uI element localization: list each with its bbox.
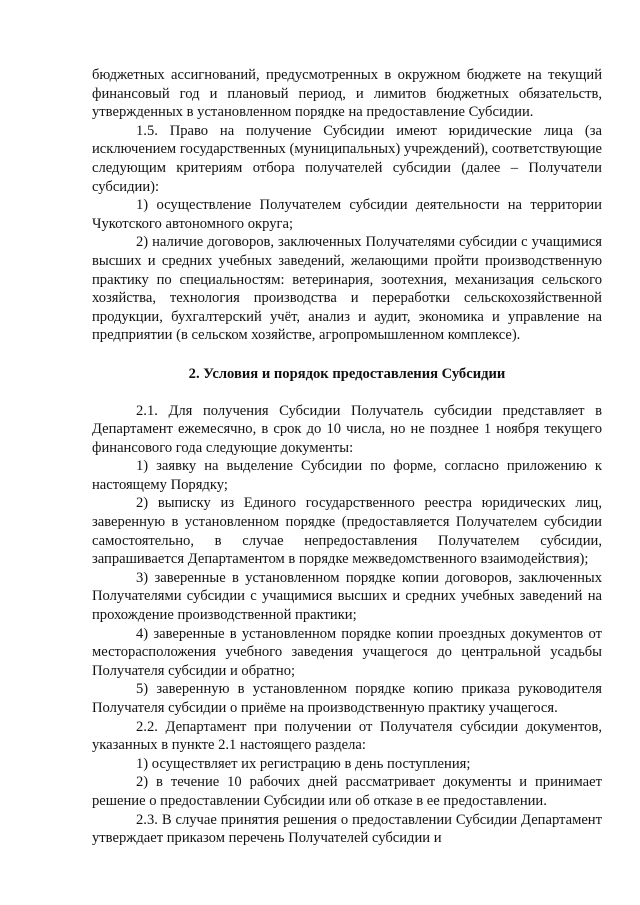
- document-list-item: 5) заверенную в установленном порядке копию приказа руководителя Получателя субсидии о приёме на производственную практику учащегося.: [92, 681, 602, 716]
- paragraph-2-1: 2.1. Для получения Субсидии Получатель субсидии представляет в Департамент ежемесячно, в срок до 10 числа, но не позднее 1 ноября текущего финансового года следующие документы:: [92, 402, 602, 456]
- intro-paragraph: бюджетных ассигнований, предусмотренных в окружном бюджете на текущий финансовый год и плановый период, и лимитов бюджетных обязательств, утвержденных в установленном порядке на предоставление Субсидии.: [92, 67, 602, 121]
- document-list-item: 4) заверенные в установленном порядке копии проездных документов от месторасположения учебного заведения учащегося до центральной усадьбы Получателя субсидии и обратно;: [92, 625, 602, 679]
- paragraph-2-3: 2.3. В случае принятия решения о предоставлении Субсидии Департамент утверждает приказом перечень Получателей субсидии и: [92, 811, 602, 847]
- criteria-item: 1) осуществление Получателем субсидии деятельности на территории Чукотского автономного округа;: [92, 197, 602, 232]
- document-list-item: 1) заявку на выделение Субсидии по форме, согласно приложению к настоящему Порядку;: [92, 458, 602, 493]
- action-list-item: 1) осуществляет их регистрацию в день поступления;: [136, 755, 471, 772]
- document-list-item: 2) выписку из Единого государственного реестра юридических лиц, заверенную в установленном порядке (предоставляется Получателем субсидии самостоятельно, в случае непредоставления Получателем субсидии, запрашивается Департаментом в порядке межведомственного взаимодействия);: [92, 495, 602, 568]
- criteria-item: 2) наличие договоров, заключенных Получателями субсидии с учащимися высших и средних учебных заведений, желающими пройти производственную практику по специальностям: ветеринария, зоотехния, механизация сельского хозяйства, технология производства и переработки сельскохозяйственной продукции, бухгалтерский учёт, анализ и аудит, экономика и управление на предприятии (в сельском хозяйстве, агропромышленном комплексе).: [92, 234, 602, 344]
- document-page: [92, 66, 602, 848]
- paragraph-2-2: 2.2. Департамент при получении от Получателя субсидии документов, указанных в пункте 2.1 настоящего раздела:: [92, 718, 602, 754]
- action-list-item: 2) в течение 10 рабочих дней рассматривает документы и принимает решение о предоставлении Субсидии или об отказе в ее предоставлении.: [92, 774, 602, 809]
- document-list-item: 3) заверенные в установленном порядке копии договоров, заключенных Получателями субсидии с учащимися высших и средних учебных заведений на прохождение производственной практики;: [92, 569, 602, 624]
- section-heading: 2. Условия и порядок предоставления Субсидии: [188, 365, 506, 382]
- paragraph-1-5: 1.5. Право на получение Субсидии имеют юридические лица (за исключением государственных (муниципальных) учреждений), соответствующие следующим критериям отбора получателей субсидии (далее – Получатели субсидии):: [92, 122, 602, 195]
